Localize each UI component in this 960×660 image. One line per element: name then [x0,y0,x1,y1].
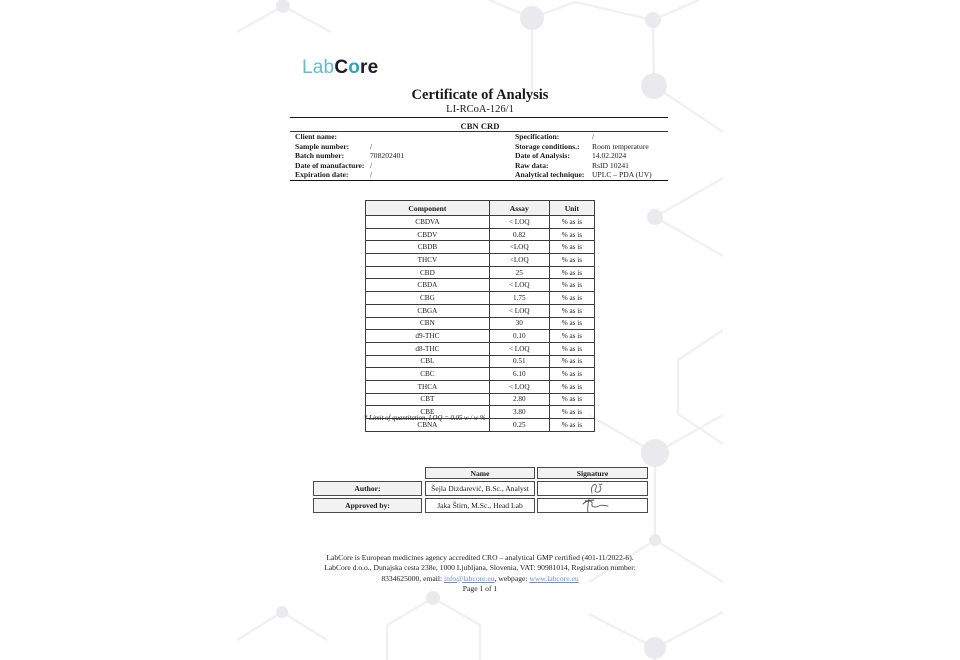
signature-name-author: Šejla Dizdarević, B.Sc., Analyst [425,481,535,496]
column-header-unit: Unit [549,201,594,216]
logo-core-o: o [348,57,361,78]
info-label-date-of-manufacture: Date of manufacture: [295,160,365,170]
signature-box-author [537,481,648,496]
logo-core-c: C [334,57,349,78]
assay-cell: 6.10 [489,368,549,381]
footer-address-line: LabCore d.o.o., Dunajska cesta 238e, 1000 Ljubljana, Slovenia, VAT: 90981014, Registration number: [324,563,636,573]
results-header-row [366,201,595,216]
author-signature-scribble [576,482,610,496]
column-header-component: Component [366,201,490,216]
assay-cell: 0.51 [489,355,549,368]
info-value-batch-number: 708202401 [370,151,405,160]
component-cell: CBN [366,317,490,330]
footer-contact-line [237,574,723,584]
footer-webpage-label: , webpage: [494,573,530,583]
page-number-label: Page 1 of 1 [462,583,498,593]
footer-registration-number: 8334625000, email: [381,573,444,583]
document-number: LI-RCoA-126/1 [446,104,514,115]
component-cell: CBDV [366,228,490,241]
info-label-batch-number: Batch number: [295,151,345,160]
header-divider-thick [290,117,668,118]
website-link[interactable]: www.labcore.eu [529,573,579,583]
column-header-assay: Assay [489,201,549,216]
info-label-expiration-date: Expiration date: [295,170,349,179]
assay-cell: 2.80 [489,393,549,406]
component-cell: CBGA [366,304,490,317]
info-value-expiration-date: / [370,170,373,179]
table-row [366,292,595,305]
info-value-raw-data: RsID 10241 [592,160,629,170]
component-cell: CBDA [366,279,490,292]
logo-core-re: re [360,57,379,78]
table-row [366,241,595,254]
table-row [366,380,595,393]
unit-cell: % as is [549,368,594,381]
signature-name-approved-by: Jaka Štirn, M.Sc., Head Lab [425,498,535,513]
component-cell: CBD [366,266,490,279]
component-cell: THCA [366,380,490,393]
signature-header-signature: Signature [537,467,648,479]
info-value-analytical-technique: UPLC – PDA (UV) [592,170,652,179]
unit-cell: % as is [549,279,594,292]
table-row [366,279,595,292]
assay-cell: <LOQ [489,241,549,254]
table-row [366,216,595,229]
info-value-storage-conditions: Room temperature [592,141,649,151]
info-value-specification: / [592,132,595,141]
sample-info-block [290,132,668,181]
table-row [366,228,595,241]
unit-cell: % as is [549,330,594,343]
assay-cell: < LOQ [489,342,549,355]
info-value-date-of-manufacture: / [370,160,373,170]
page-title: Certificate of Analysis [411,87,549,103]
table-row [366,355,595,368]
component-cell: d9-THC [366,330,490,343]
component-cell: THCV [366,254,490,267]
component-cell: CBL [366,355,490,368]
info-label-date-of-analysis: Date of Analysis: [515,151,570,160]
component-cell: CBE [366,406,490,419]
footer [237,553,723,594]
assay-cell: < LOQ [489,380,549,393]
table-row [366,330,595,343]
labcore-logo [302,57,378,79]
info-label-raw-data: Raw data: [515,160,549,170]
assay-cell: <LOQ [489,254,549,267]
component-cell: CBDVA [366,216,490,229]
product-name: CBN CRD [460,121,500,131]
signature-header-name: Name [425,467,535,479]
unit-cell: % as is [549,380,594,393]
info-label-client-name: Client name: [295,132,337,141]
table-row [366,342,595,355]
table-row [366,317,595,330]
assay-cell: 3.80 [489,406,549,419]
unit-cell: % as is [549,393,594,406]
unit-cell: % as is [549,406,594,419]
unit-cell: % as is [549,317,594,330]
unit-cell: % as is [549,216,594,229]
component-cell: d8-THC [366,342,490,355]
info-label-storage-conditions: Storage conditions.: [515,141,580,151]
table-row [366,393,595,406]
info-value-client-name [370,132,510,142]
email-link[interactable]: info@labcore.eu [443,573,495,583]
results-table [365,200,595,432]
signature-role-author: Author: [313,481,422,496]
assay-cell: < LOQ [489,279,549,292]
unit-cell: % as is [549,419,594,432]
unit-cell: % as is [549,292,594,305]
assay-cell: < LOQ [489,304,549,317]
unit-cell: % as is [549,254,594,267]
table-row [366,368,595,381]
approver-signature-scribble [571,498,615,513]
component-cell: CBNA [366,419,490,432]
component-cell: CBG [366,292,490,305]
info-value-sample-number: / [370,141,373,151]
assay-cell: 1.75 [489,292,549,305]
info-label-analytical-technique: Analytical technique: [515,170,585,179]
unit-cell: % as is [549,228,594,241]
info-value-date-of-analysis: 14.02.2024 [592,151,627,160]
table-row [366,254,595,267]
component-cell: CBDB [366,241,490,254]
logo-lab-text: Lab [302,57,335,78]
assay-cell: 0.10 [489,330,549,343]
footer-accreditation-line: LabCore is European medicines agency accredited CRO – analytical GMP certified (401-11/2022-6). [326,553,634,562]
table-row [366,304,595,317]
unit-cell: % as is [549,266,594,279]
unit-cell: % as is [549,342,594,355]
assay-cell: 25 [489,266,549,279]
assay-cell: 0.25 [489,419,549,432]
unit-cell: % as is [549,241,594,254]
component-cell: CBT [366,393,490,406]
loq-footnote: * Limit of quantitation, LOQ = 0.05 w / w % [364,415,486,422]
info-label-specification: Specification: [515,132,560,141]
component-cell: CBC [366,368,490,381]
assay-cell: 0.82 [489,228,549,241]
unit-cell: % as is [549,304,594,317]
signature-role-approved-by: Approved by: [313,498,422,513]
signature-box-approved-by [537,498,648,513]
assay-cell: < LOQ [489,216,549,229]
table-row [366,266,595,279]
assay-cell: 30 [489,317,549,330]
unit-cell: % as is [549,355,594,368]
info-label-sample-number: Sample number: [295,141,350,151]
